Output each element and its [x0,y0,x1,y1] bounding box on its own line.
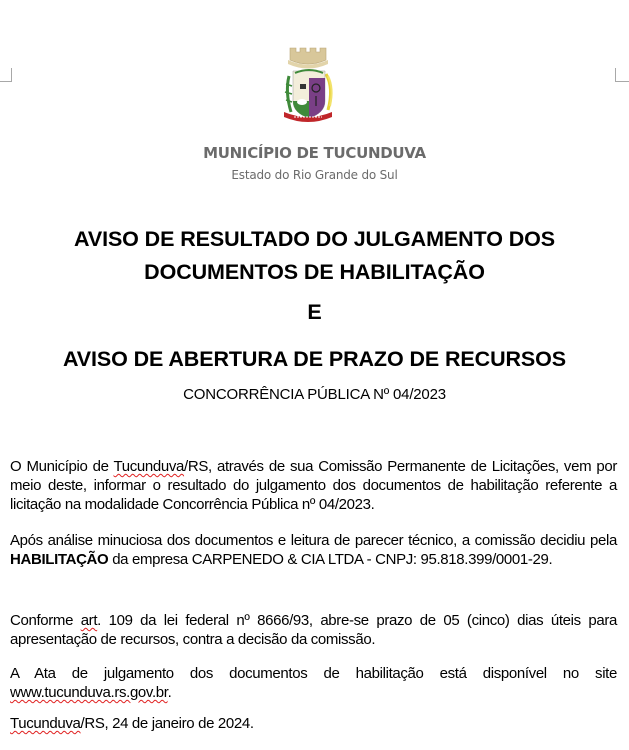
place-and-date [10,714,617,733]
notice-title-result [0,223,629,289]
page-margin-marker-right [615,68,629,82]
website-link[interactable]: www.tucunduva.rs.gov.br [10,684,168,701]
municipality-name: MUNICÍPIO DE TUCUNDUVA [203,144,426,162]
spellcheck-word[interactable]: art [80,612,98,629]
text-run: . [167,684,172,701]
text-run: O Município de [10,458,114,475]
municipal-coat-of-arms-icon [280,44,336,128]
text-run: /RS, através de sua Comissão Permanente de Licitações, vem por meio deste, informar o resultado do julgamento dos documentos de habilitação referente a licitação na modalidade Concorrência Pública nº 04/2023. [10,458,617,513]
text-run: A Ata de julgamento dos documentos de habilitação está disponível no site [10,665,617,682]
notice-title-appeal: AVISO DE ABERTURA DE PRAZO DE RECURSOS [62,347,567,371]
text-run: Conforme [10,612,81,629]
spellcheck-word[interactable]: Tucunduva [113,458,185,475]
title-line-1: AVISO DE RESULTADO DO JULGAMENTO DOS [74,227,555,251]
text-run: da empresa CARPENEDO & CIA LTDA - CNPJ: 95.818.399/0001-29. [108,551,553,568]
text-run: . 109 da lei federal nº 8666/93, abre-se prazo de 05 (cinco) dias úteis para apresentação de recursos, contra a decisão da comissão. [10,612,617,648]
title-conjunction: E [307,300,322,324]
paragraph-appeal-period [10,611,617,649]
text-run: /RS, 24 de janeiro de 2024. [80,715,254,732]
state-name: Estado do Rio Grande do Sul [231,168,398,182]
habilitation-bold: HABILITAÇÃO [10,551,109,568]
spellcheck-word[interactable]: Tucunduva [10,715,81,732]
title-line-2: DOCUMENTOS DE HABILITAÇÃO [144,260,485,284]
tender-number: CONCORRÊNCIA PÚBLICA Nº 04/2023 [183,386,446,403]
text-run: Após análise minuciosa dos documentos e leitura de parecer técnico, a comissão decidiu pela [10,532,617,549]
paragraph-minutes-availability [10,664,617,702]
paragraph-decision [10,531,617,569]
paragraph-intro [10,457,617,514]
page-margin-marker-left [0,68,12,82]
